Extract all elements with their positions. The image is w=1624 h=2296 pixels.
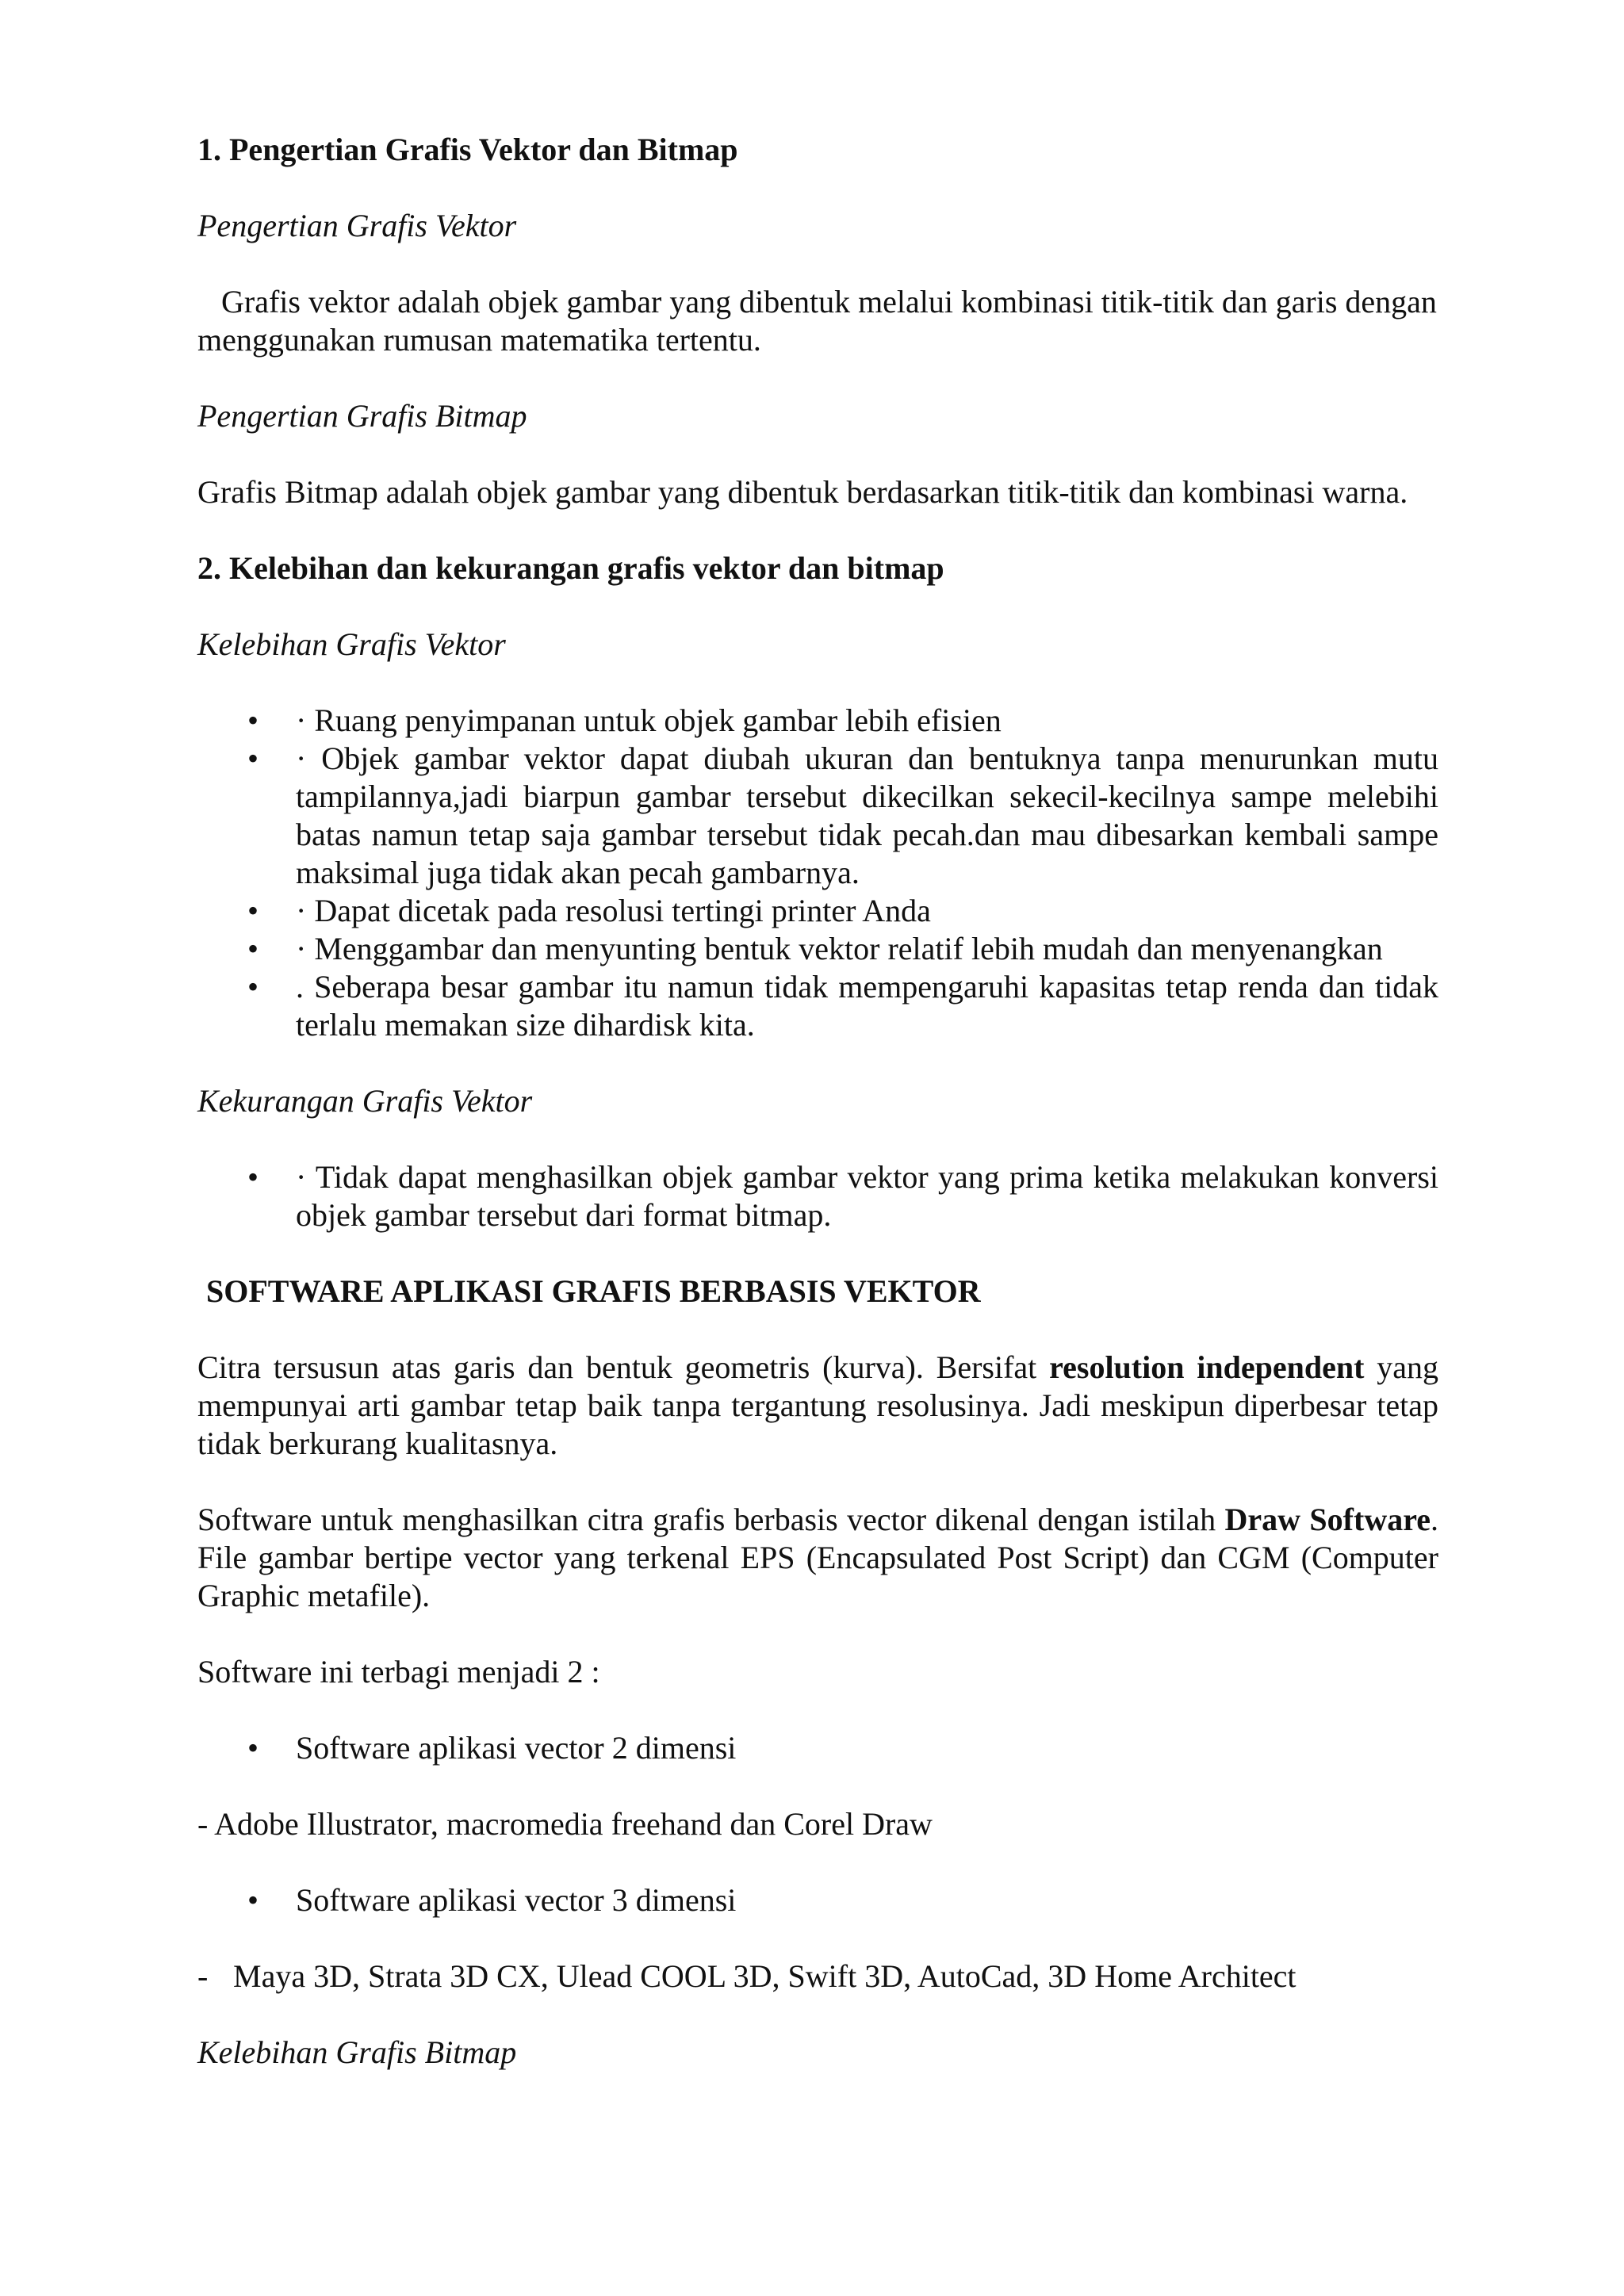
- paragraph-citra: [197, 1349, 1438, 1463]
- list-software-3d: [197, 1881, 1438, 1919]
- list-item-text: · Ruang penyimpanan untuk objek gambar lebih efisien: [296, 702, 1002, 738]
- list-item: [197, 892, 1438, 930]
- paragraph-pengertian-bitmap: Grafis Bitmap adalah objek gambar yang dibentuk berdasarkan titik-titik dan kombinasi warna.: [197, 474, 1408, 510]
- list-item-text: · Menggambar dan menyunting bentuk vektor relatif lebih mudah dan menyenangkan: [296, 931, 1383, 966]
- dash-line-2d-software: - Adobe Illustrator, macromedia freehand dan Corel Draw: [197, 1806, 933, 1842]
- list-item: [197, 1729, 1438, 1767]
- subheading-kelebihan-vektor: Kelebihan Grafis Vektor: [197, 626, 506, 662]
- document-page: [197, 131, 1438, 2072]
- list-item: [197, 968, 1438, 1044]
- bullet-icon: •: [247, 1159, 259, 1195]
- list-item: [197, 740, 1438, 892]
- paragraph-draw-software: [197, 1501, 1438, 1615]
- list-item: [197, 1158, 1438, 1234]
- list-item-text: Software aplikasi vector 3 dimensi: [296, 1882, 737, 1918]
- bullet-icon: •: [247, 969, 259, 1004]
- list-item-text: · Tidak dapat menghasilkan objek gambar vektor yang prima ketika melakukan konversi objek gambar tersebut dari format bitmap.: [296, 1159, 1438, 1233]
- bullet-icon: •: [247, 1730, 259, 1766]
- subheading-kelebihan-bitmap: Kelebihan Grafis Bitmap: [197, 2034, 517, 2070]
- list-item: [197, 1881, 1438, 1919]
- bullet-icon: •: [247, 702, 259, 738]
- paragraph-citra-part-2: yang mempunyai arti gambar tetap baik tanpa tergantung resolusinya. Jadi meskipun diperbesar tetap tidak berkurang kualitasnya.: [197, 1349, 1439, 1461]
- list-item-text: · Dapat dicetak pada resolusi tertingi printer Anda: [296, 893, 931, 928]
- list-item: [197, 702, 1438, 740]
- bullet-icon: •: [247, 893, 259, 928]
- dash-line-3d-text: Maya 3D, Strata 3D CX, Ulead COOL 3D, Swift 3D, AutoCad, 3D Home Architect: [233, 1958, 1297, 1994]
- paragraph-draw-software-part-1: Software untuk menghasilkan citra grafis berbasis vector dikenal dengan istilah: [197, 1502, 1225, 1537]
- paragraph-citra-part-1: Citra tersusun atas garis dan bentuk geometris (kurva). Bersifat: [197, 1349, 1050, 1385]
- paragraph-pengertian-vektor: Grafis vektor adalah objek gambar yang dibentuk melalui kombinasi titik-titik dan garis dengan menggunakan rumusan matematika tertentu.: [197, 284, 1437, 358]
- subheading-kekurangan-vektor: Kekurangan Grafis Vektor: [197, 1083, 533, 1119]
- list-item: [197, 930, 1438, 968]
- list-item-text: · Objek gambar vektor dapat diubah ukuran dan bentuknya tanpa menurunkan mutu tampilannya,jadi biarpun gambar tersebut dikecilkan sekecil-kecilnya sampe melebihi batas namun tetap saja gambar tersebut tidak pecah.dan mau dibesarkan kembali sampe maksimal juga tidak akan pecah gambarnya.: [296, 740, 1438, 890]
- bullet-icon: •: [247, 740, 259, 776]
- list-software-2d: [197, 1729, 1438, 1767]
- section-heading-3: SOFTWARE APLIKASI GRAFIS BERBASIS VEKTOR: [206, 1273, 981, 1309]
- bullet-icon: •: [247, 1882, 259, 1918]
- list-item-text: Software aplikasi vector 2 dimensi: [296, 1730, 737, 1766]
- bullet-icon: •: [247, 931, 259, 966]
- section-heading-1: 1. Pengertian Grafis Vektor dan Bitmap: [197, 132, 738, 167]
- list-kekurangan-vektor: [197, 1158, 1438, 1234]
- dash-line-3d-software: [197, 1957, 1438, 1996]
- paragraph-citra-bold: resolution independent: [1049, 1349, 1365, 1385]
- paragraph-terbagi: Software ini terbagi menjadi 2 :: [197, 1654, 600, 1689]
- list-item-text: . Seberapa besar gambar itu namun tidak mempengaruhi kapasitas tetap renda dan tidak terlalu memakan size dihardisk kita.: [296, 969, 1438, 1043]
- subheading-pengertian-bitmap: Pengertian Grafis Bitmap: [197, 398, 527, 434]
- paragraph-draw-software-part-2: . File gambar bertipe vector yang terkenal EPS (Encapsulated Post Script) dan CGM (Computer Graphic metafile).: [197, 1502, 1438, 1613]
- dash-mark: -: [197, 1958, 209, 1994]
- subheading-pengertian-vektor: Pengertian Grafis Vektor: [197, 208, 517, 243]
- paragraph-draw-software-bold: Draw Software: [1224, 1502, 1431, 1537]
- section-heading-2: 2. Kelebihan dan kekurangan grafis vektor dan bitmap: [197, 550, 944, 586]
- list-kelebihan-vektor: [197, 702, 1438, 1044]
